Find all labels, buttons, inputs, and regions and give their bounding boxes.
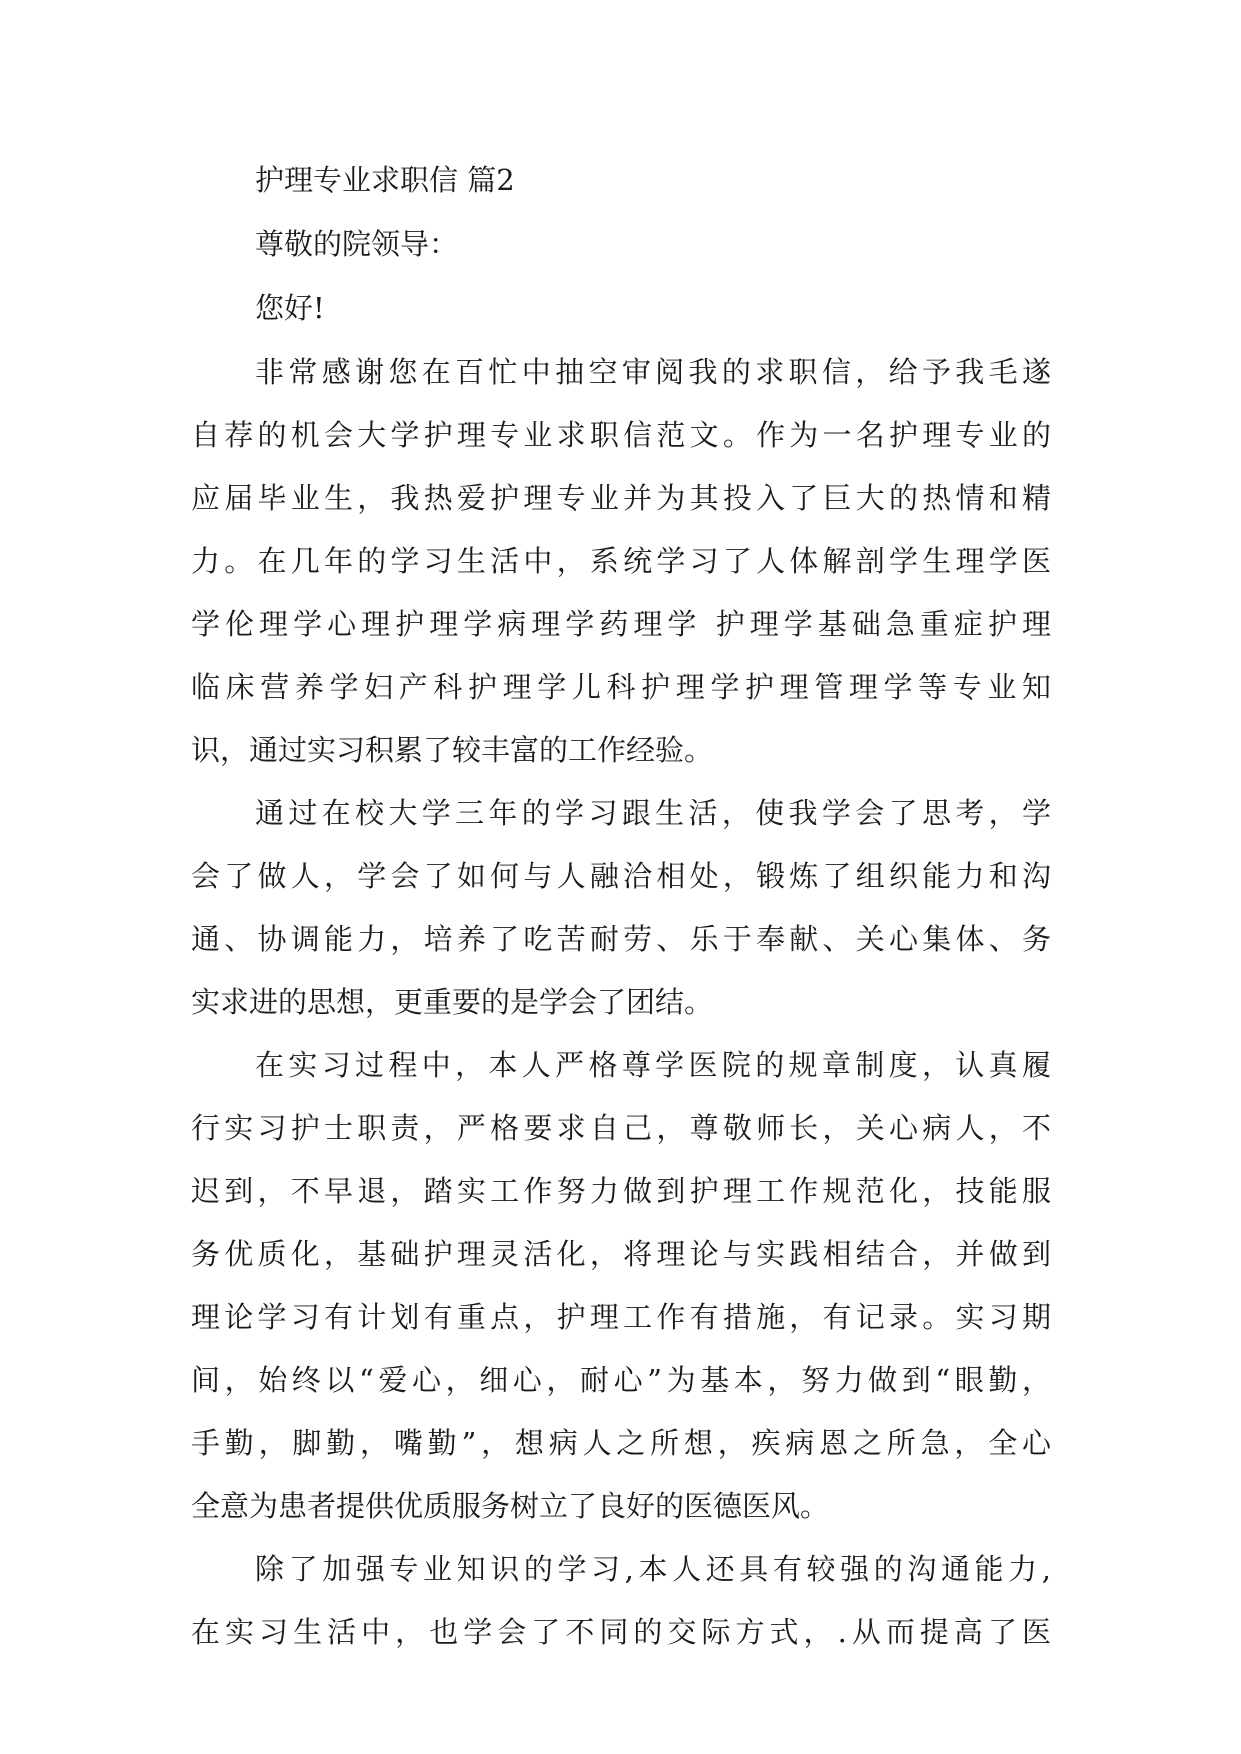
body-line: 应届毕业生，我热爱护理专业并为其投入了巨大的热情和精 [191, 481, 1051, 515]
body-line: 行实习护士职责，严格要求自己，尊敬师长，关心病人，不 [191, 1111, 1051, 1145]
body-line: 理论学习有计划有重点，护理工作有措施，有记录。实习期 [191, 1300, 1051, 1334]
body-line: 手勤，脚勤，嘴勤”，想病人之所想，疾病恩之所急，全心 [191, 1426, 1051, 1460]
body-line: 在实习过程中，本人严格尊学医院的规章制度，认真履 [255, 1048, 1051, 1082]
greeting: 您好! [255, 291, 325, 325]
body-line: 学伦理学心理护理学病理学药理学 护理学基础急重症护理 [191, 607, 1051, 641]
body-line: 除了加强专业知识的学习,本人还具有较强的沟通能力, [255, 1552, 1051, 1586]
body-line: 在实习生活中，也学会了不同的交际方式，.从而提高了医 [191, 1615, 1051, 1649]
body-line: 迟到，不早退，踏实工作努力做到护理工作规范化，技能服 [191, 1174, 1051, 1208]
body-line: 间，始终以“爱心，细心，耐心”为基本，努力做到“眼勤， [191, 1363, 1051, 1397]
body-line: 识，通过实习积累了较丰富的工作经验。 [191, 733, 714, 767]
body-line: 务优质化，基础护理灵活化，将理论与实践相结合，并做到 [191, 1237, 1051, 1271]
body-line: 会了做人，学会了如何与人融洽相处，锻炼了组织能力和沟 [191, 859, 1051, 893]
salutation: 尊敬的院领导： [255, 227, 459, 261]
body-line: 通过在校大学三年的学习跟生活，使我学会了思考，学 [255, 796, 1051, 830]
body-line: 全意为患者提供优质服务树立了良好的医德医风。 [191, 1489, 830, 1523]
body-line: 力。在几年的学习生活中，系统学习了人体解剖学生理学医 [191, 544, 1051, 578]
body-line: 实求进的思想，更重要的是学会了团结。 [191, 985, 714, 1019]
body-line: 非常感谢您在百忙中抽空审阅我的求职信，给予我毛遂 [255, 355, 1051, 389]
body-line: 临床营养学妇产科护理学儿科护理学护理管理学等专业知 [191, 670, 1051, 704]
body-line: 自荐的机会大学护理专业求职信范文。作为一名护理专业的 [191, 418, 1051, 452]
body-line: 通、协调能力，培养了吃苦耐劳、乐于奉献、关心集体、务 [191, 922, 1051, 956]
document-title: 护理专业求职信 篇2 [255, 163, 515, 197]
